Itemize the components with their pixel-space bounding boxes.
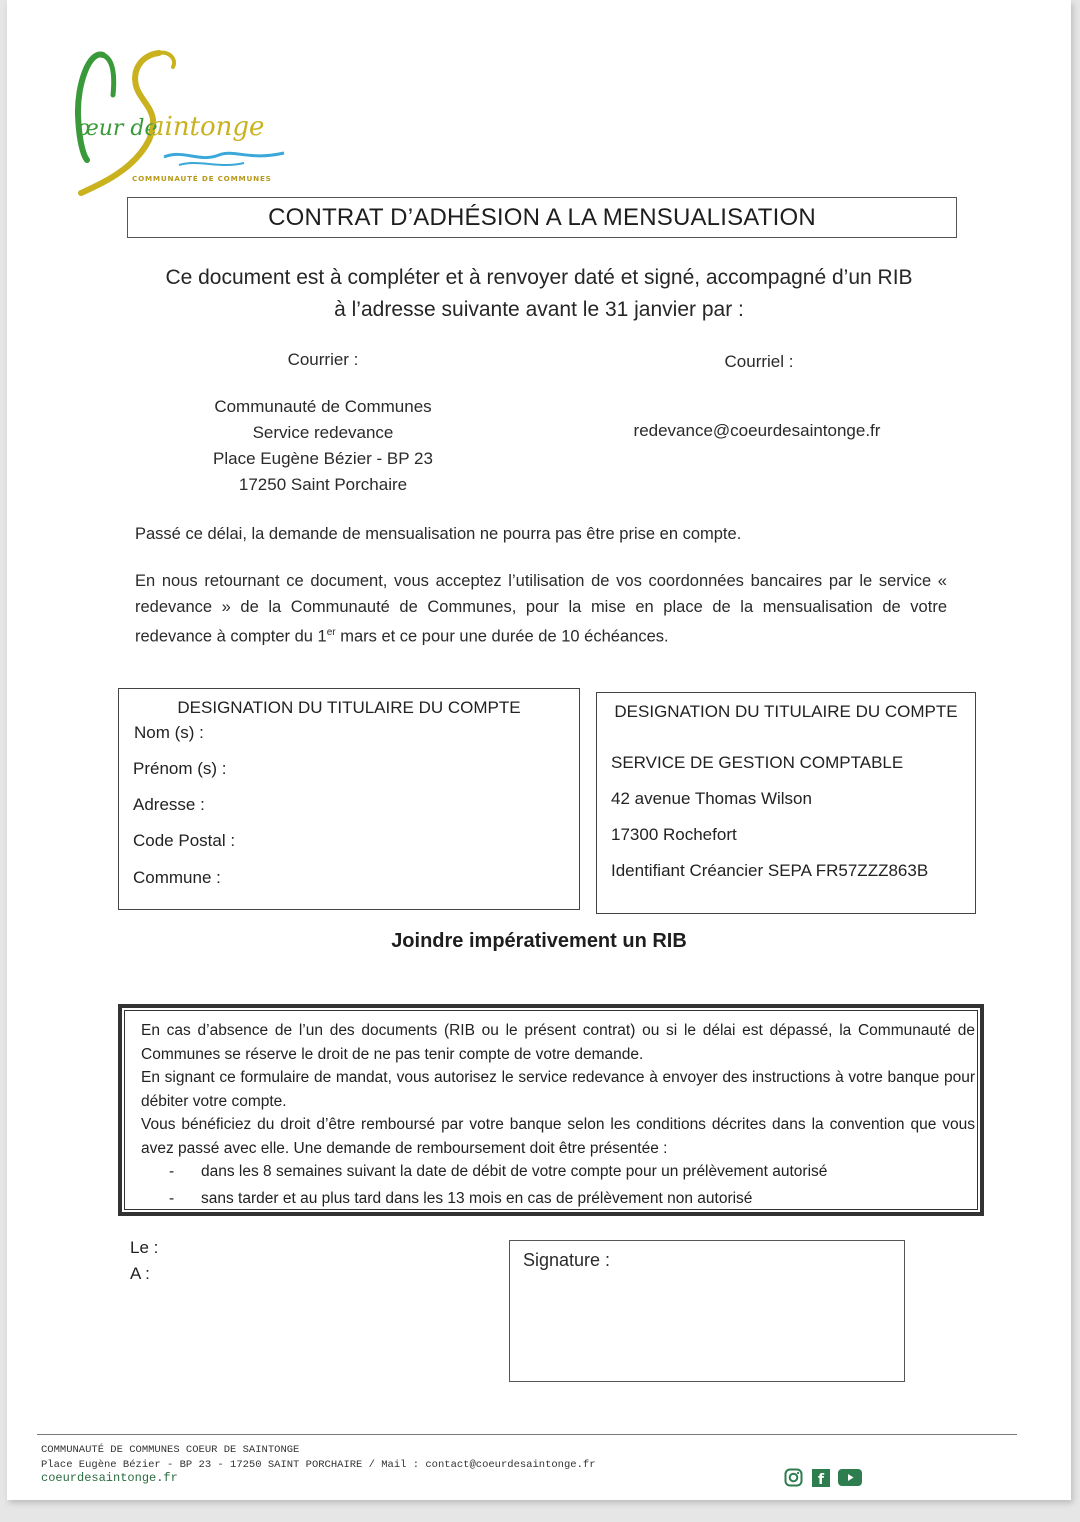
creditor-city: 17300 Rochefort xyxy=(611,825,737,844)
field-commune[interactable]: Commune : xyxy=(133,868,221,887)
svg-text:f: f xyxy=(817,1471,824,1487)
legal-notice-box xyxy=(118,1004,984,1216)
social-links xyxy=(784,1468,862,1487)
address-line: 17250 Saint Porchaire xyxy=(238,475,408,494)
legal-notice-content xyxy=(124,1010,978,1210)
postal-label: Courrier : xyxy=(287,350,359,369)
signature-label: Signature : xyxy=(523,1250,611,1270)
logo-graphic xyxy=(69,45,309,200)
footer-divider xyxy=(37,1434,1017,1435)
document-page xyxy=(7,0,1071,1500)
field-adresse[interactable]: Adresse : xyxy=(133,795,205,814)
field-code-postal[interactable]: Code Postal : xyxy=(133,831,236,850)
notice-bullet: - sans tarder et au plus tard dans les 13 mois en cas de prélèvement non autorisé xyxy=(169,1189,753,1207)
coeur-de-saintonge-logo xyxy=(69,45,309,200)
footer-org: COMMUNAUTÉ DE COMMUNES COEUR DE SAINTONGE xyxy=(41,1444,300,1456)
instagram-icon[interactable] xyxy=(784,1468,803,1487)
signature-box[interactable] xyxy=(509,1240,905,1382)
footer-address: Place Eugène Bézier - BP 23 - 17250 SAINT PORCHAIRE / Mail : contact@coeurdesaintonge.fr xyxy=(41,1459,596,1471)
field-nom[interactable]: Nom (s) : xyxy=(134,723,204,742)
consent-paragraph: En nous retournant ce document, vous acceptez l’utilisation de vos coordonnées bancaires par le service « redevance » de la Communauté de Communes, pour la mise en place de la mensualisation de votre redevance à compter du 1er mars et ce pour une durée de 10 échéances. xyxy=(135,572,947,646)
notice-paragraph-2: En signant ce formulaire de mandat, vous autorisez le service redevance à envoyer des instructions à votre banque pour débiter votre compte. xyxy=(141,1069,975,1110)
email-label: Courriel : xyxy=(724,352,794,371)
account-holder-header: DESIGNATION DU TITULAIRE DU COMPTE xyxy=(177,698,521,717)
creditor-name: SERVICE DE GESTION COMPTABLE xyxy=(611,753,904,772)
notice-bullet: - dans les 8 semaines suivant la date de débit de votre compte pour un prélèvement autorisé xyxy=(169,1163,828,1180)
address-line: Place Eugène Bézier - BP 23 xyxy=(213,449,433,468)
document-title: CONTRAT D’ADHÉSION A LA MENSUALISATION xyxy=(268,203,816,231)
creditor-street: 42 avenue Thomas Wilson xyxy=(611,789,812,808)
title-box xyxy=(127,197,957,238)
notice-paragraph-3: Vous bénéficiez du droit d’être remboursé par votre banque selon les conditions décrites dans la convention que vous avez passé avec elle. Une demande de remboursement doit être présentée : xyxy=(141,1116,975,1157)
place-field[interactable]: A : xyxy=(130,1264,150,1283)
deadline-paragraph: Passé ce délai, la demande de mensualisation ne pourra pas être prise en compte. xyxy=(135,525,742,543)
svg-text:aintonge: aintonge xyxy=(149,112,265,142)
rib-notice: Joindre impérativement un RIB xyxy=(391,930,687,952)
creditor-sepa-id: Identifiant Créancier SEPA FR57ZZZ863B xyxy=(611,861,929,880)
date-field[interactable]: Le : xyxy=(130,1238,159,1257)
account-holder-box xyxy=(118,688,580,910)
address-line: Communauté de Communes xyxy=(214,397,432,416)
notice-paragraph-1: En cas d’absence de l’un des documents (RIB ou le présent contrat) ou si le délai est dépassé, la Communauté de Communes se réserve le droit de ne pas tenir compte de votre demande. xyxy=(141,1022,975,1063)
email-address[interactable]: redevance@coeurdesaintonge.fr xyxy=(633,421,881,440)
youtube-icon[interactable] xyxy=(838,1468,862,1487)
creditor-header: DESIGNATION DU TITULAIRE DU COMPTE xyxy=(614,702,958,721)
postal-address xyxy=(183,394,463,498)
field-prenom[interactable]: Prénom (s) : xyxy=(133,759,227,778)
address-line: Service redevance xyxy=(252,423,394,442)
intro-line-2: à l’adresse suivante avant le 31 janvier par : xyxy=(334,298,744,321)
facebook-icon[interactable] xyxy=(811,1468,830,1487)
svg-text:œur de: œur de xyxy=(77,116,158,141)
intro-line-1: Ce document est à compléter et à renvoyer daté et signé, accompagné d’un RIB xyxy=(165,266,913,289)
svg-text:COMMUNAUTÉ DE COMMUNES: COMMUNAUTÉ DE COMMUNES xyxy=(132,174,272,183)
footer-website[interactable]: coeurdesaintonge.fr xyxy=(41,1471,178,1485)
creditor-box xyxy=(596,692,976,914)
